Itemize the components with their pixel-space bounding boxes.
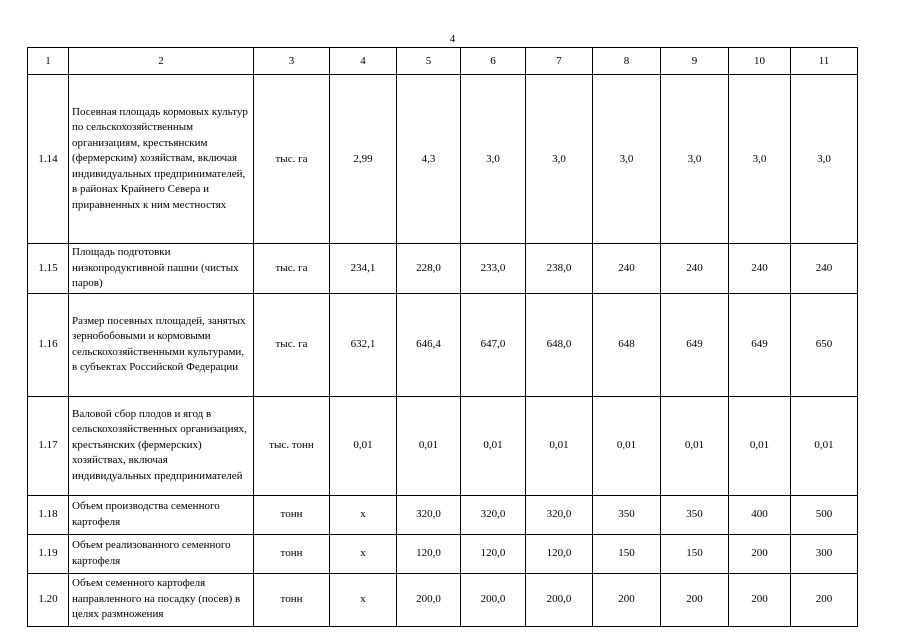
table-row (28, 573, 858, 626)
value-cell: 650 (791, 293, 858, 396)
unit-cell: тыс. га (254, 244, 330, 294)
value-cell: 2,99 (330, 75, 397, 244)
value-cell: 4,3 (397, 75, 461, 244)
value-cell: 0,01 (461, 396, 526, 495)
value-cell: 200 (791, 573, 858, 626)
unit-cell: тонн (254, 495, 330, 534)
value-cell: 350 (593, 495, 661, 534)
row-number: 1.17 (28, 396, 69, 495)
value-cell: 647,0 (461, 293, 526, 396)
row-number: 1.16 (28, 293, 69, 396)
table-row (28, 75, 858, 244)
value-cell: 240 (661, 244, 729, 294)
table-row (28, 396, 858, 495)
value-cell: 200 (593, 573, 661, 626)
value-cell: 240 (791, 244, 858, 294)
value-cell: 200 (661, 573, 729, 626)
indicator-description: Объем реализованного семенного картофеля (69, 534, 254, 573)
value-cell: 3,0 (593, 75, 661, 244)
value-cell: 150 (593, 534, 661, 573)
unit-cell: тонн (254, 573, 330, 626)
row-number: 1.19 (28, 534, 69, 573)
value-cell: 632,1 (330, 293, 397, 396)
value-cell: 200,0 (397, 573, 461, 626)
value-cell: 320,0 (397, 495, 461, 534)
value-cell: х (330, 573, 397, 626)
value-cell: 500 (791, 495, 858, 534)
value-cell: 646,4 (397, 293, 461, 396)
unit-cell: тыс. га (254, 293, 330, 396)
value-cell: 400 (729, 495, 791, 534)
row-number: 1.18 (28, 495, 69, 534)
value-cell: 320,0 (526, 495, 593, 534)
column-header: 3 (254, 48, 330, 75)
value-cell: 350 (661, 495, 729, 534)
value-cell: 3,0 (661, 75, 729, 244)
row-number: 1.14 (28, 75, 69, 244)
value-cell: 200 (729, 573, 791, 626)
value-cell: 240 (729, 244, 791, 294)
value-cell: 228,0 (397, 244, 461, 294)
value-cell: х (330, 534, 397, 573)
column-header: 10 (729, 48, 791, 75)
indicator-description: Площадь подготовки низкопродуктивной пашни (чистых паров) (69, 244, 254, 294)
value-cell: 120,0 (397, 534, 461, 573)
column-header: 9 (661, 48, 729, 75)
value-cell: 234,1 (330, 244, 397, 294)
column-header: 8 (593, 48, 661, 75)
value-cell: 0,01 (791, 396, 858, 495)
column-number-row (28, 48, 858, 75)
indicator-description: Посевная площадь кормовых культур по сельскохозяйственным организациям, крестьянским (фермерским) хозяйствам, включая индивидуальных предпринимателей, в районах Крайнего Севера и приравненных к ним местностях (69, 75, 254, 244)
value-cell: 3,0 (791, 75, 858, 244)
value-cell: 648 (593, 293, 661, 396)
value-cell: 0,01 (330, 396, 397, 495)
indicator-description: Объем семенного картофеля направленного на посадку (посев) в целях размножения (69, 573, 254, 626)
value-cell: 0,01 (729, 396, 791, 495)
unit-cell: тонн (254, 534, 330, 573)
value-cell: 120,0 (526, 534, 593, 573)
value-cell: 0,01 (661, 396, 729, 495)
value-cell: 233,0 (461, 244, 526, 294)
value-cell: 200,0 (526, 573, 593, 626)
column-header: 2 (69, 48, 254, 75)
indicators-table (27, 47, 858, 627)
value-cell: 3,0 (461, 75, 526, 244)
indicator-description: Размер посевных площадей, занятых зернобобовыми и кормовыми сельскохозяйственными культурами, в субъектах Российской Федерации (69, 293, 254, 396)
table-row (28, 495, 858, 534)
value-cell: 0,01 (397, 396, 461, 495)
column-header: 4 (330, 48, 397, 75)
value-cell: 300 (791, 534, 858, 573)
column-header: 7 (526, 48, 593, 75)
indicator-description: Валовой сбор плодов и ягод в сельскохозяйственных организациях, крестьянских (фермерских) хозяйствах, включая индивидуальных предпринимателей (69, 396, 254, 495)
unit-cell: тыс. га (254, 75, 330, 244)
column-header: 11 (791, 48, 858, 75)
column-header: 1 (28, 48, 69, 75)
row-number: 1.15 (28, 244, 69, 294)
value-cell: 0,01 (526, 396, 593, 495)
value-cell: 120,0 (461, 534, 526, 573)
row-number: 1.20 (28, 573, 69, 626)
value-cell: 649 (661, 293, 729, 396)
indicator-description: Объем производства семенного картофеля (69, 495, 254, 534)
value-cell: 3,0 (729, 75, 791, 244)
page-number: 4 (449, 33, 456, 45)
value-cell: 649 (729, 293, 791, 396)
table-row (28, 244, 858, 294)
value-cell: 238,0 (526, 244, 593, 294)
table-row (28, 293, 858, 396)
column-header: 6 (461, 48, 526, 75)
table-row (28, 534, 858, 573)
value-cell: 320,0 (461, 495, 526, 534)
value-cell: х (330, 495, 397, 534)
value-cell: 3,0 (526, 75, 593, 244)
value-cell: 648,0 (526, 293, 593, 396)
value-cell: 240 (593, 244, 661, 294)
value-cell: 200 (729, 534, 791, 573)
value-cell: 0,01 (593, 396, 661, 495)
column-header: 5 (397, 48, 461, 75)
unit-cell: тыс. тонн (254, 396, 330, 495)
value-cell: 150 (661, 534, 729, 573)
value-cell: 200,0 (461, 573, 526, 626)
